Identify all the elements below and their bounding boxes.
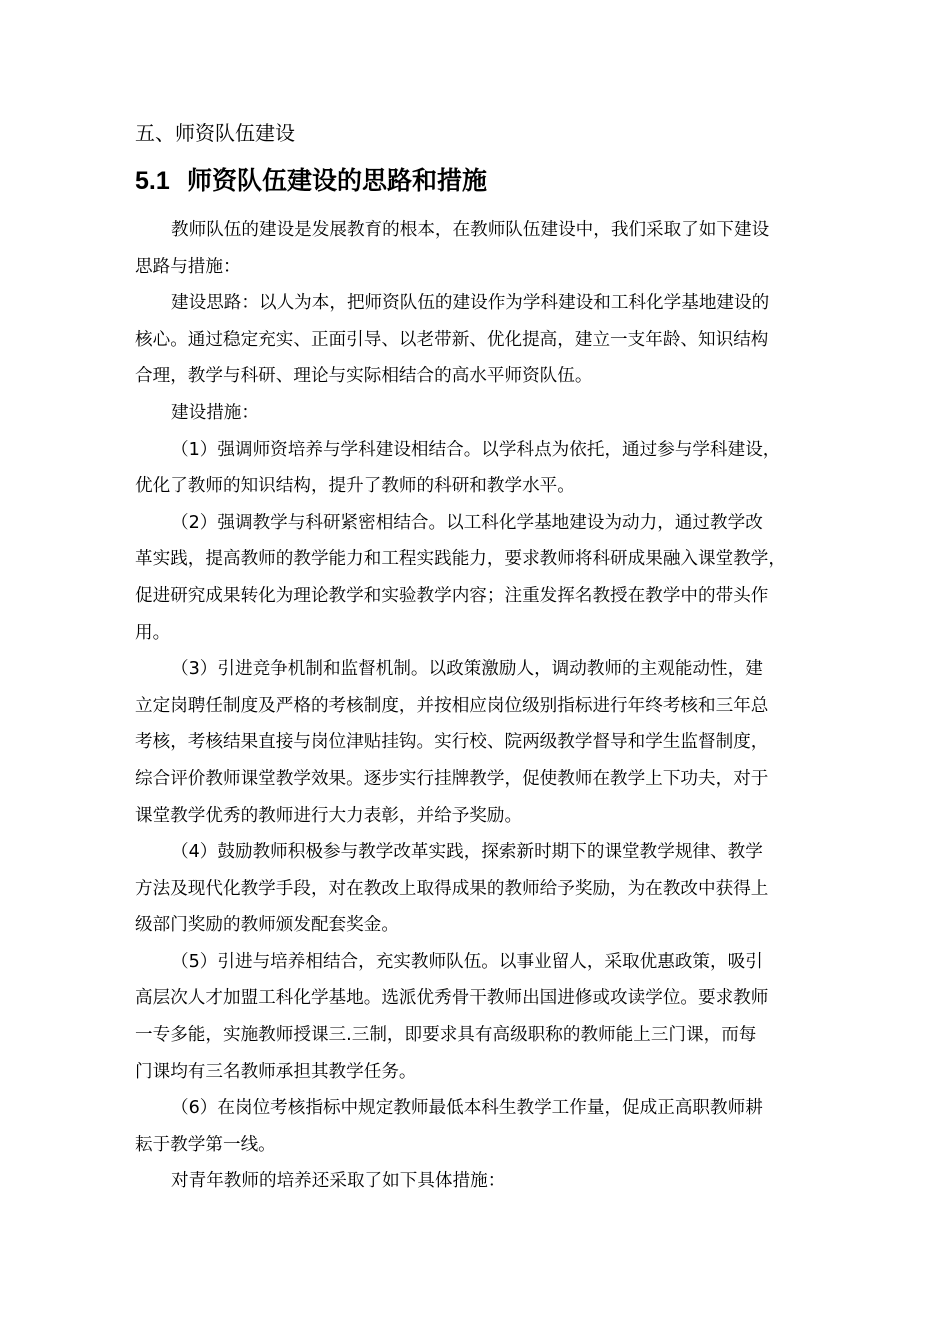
paragraph-line: 核心。通过稳定充实、正面引导、以老带新、优化提高，建立一支年龄、知识结构 <box>135 329 769 350</box>
paragraph-line: （6）在岗位考核指标中规定教师最低本科生教学工作量，促成正高职教师耕 <box>171 1098 763 1119</box>
paragraph-line: （4）鼓励教师积极参与教学改革实践，探索新时期下的课堂教学规律、教学 <box>171 842 763 863</box>
paragraph-line: 课堂教学优秀的教师进行大力表彰，并给予奖励。 <box>135 805 523 826</box>
body-text <box>135 212 830 1200</box>
paragraph-line: 合理，教学与科研、理论与实际相结合的高水平师资队伍。 <box>135 366 593 387</box>
paragraph-line: 革实践，提高教师的教学能力和工程实践能力，要求教师将科研成果融入课堂教学， <box>135 549 786 570</box>
chapter-title: 五、师资队伍建设 <box>135 121 295 145</box>
paragraph-line: 耘于教学第一线。 <box>135 1134 276 1155</box>
paragraph-line: （1）强调师资培养与学科建设相结合。以学科点为依托，通过参与学科建设， <box>171 439 781 460</box>
paragraph-line: 综合评价教师课堂教学效果。逐步实行挂牌教学，促使教师在教学上下功夫，对于 <box>135 768 769 789</box>
paragraph-line: 教师队伍的建设是发展教育的根本，在教师队伍建设中，我们采取了如下建设 <box>171 220 770 240</box>
paragraph-line: 级部门奖励的教师颁发配套奖金。 <box>135 915 399 936</box>
paragraph-line: （5）引进与培养相结合，充实教师队伍。以事业留人，采取优惠政策，吸引 <box>171 951 763 972</box>
paragraph-line: 一专多能，实施教师授课三.三制，即要求具有高级职称的教师能上三门课，而每 <box>135 1025 757 1046</box>
paragraph-line: 建设思路：以人为本，把师资队伍的建设作为学科建设和工科化学基地建设的 <box>171 293 770 314</box>
paragraph-line: 对青年教师的培养还采取了如下具体措施： <box>171 1171 506 1192</box>
section-number: 5.1 <box>135 167 170 195</box>
paragraph-line: 考核，考核结果直接与岗位津贴挂钩。实行校、院两级教学督导和学生监督制度， <box>135 732 769 753</box>
paragraph-line: 门课均有三名教师承担其教学任务。 <box>135 1061 417 1082</box>
paragraph-line: 优化了教师的知识结构，提升了教师的科研和教学水平。 <box>135 476 575 497</box>
paragraph-line: 促进研究成果转化为理论教学和实验教学内容；注重发挥名教授在教学中的带头作 <box>135 585 769 606</box>
section-heading <box>135 162 487 200</box>
paragraph-line: 建设措施： <box>171 402 259 423</box>
paragraph-line: 高层次人才加盟工科化学基地。选派优秀骨干教师出国进修或攻读学位。要求教师 <box>135 988 769 1009</box>
paragraph-line: （3）引进竞争机制和监督机制。以政策激励人，调动教师的主观能动性，建 <box>171 659 763 680</box>
paragraph-line: 用。 <box>135 622 171 643</box>
section-title: 师资队伍建设的思路和措施 <box>187 166 488 195</box>
paragraph-line: 立定岗聘任制度及严格的考核制度，并按相应岗位级别指标进行年终考核和三年总 <box>135 695 769 716</box>
paragraph-line: 思路与措施： <box>135 256 241 277</box>
paragraph-line: （2）强调教学与科研紧密相结合。以工科化学基地建设为动力，通过教学改 <box>171 512 763 533</box>
paragraph-line: 方法及现代化教学手段，对在教改上取得成果的教师给予奖励，为在教改中获得上 <box>135 878 769 899</box>
